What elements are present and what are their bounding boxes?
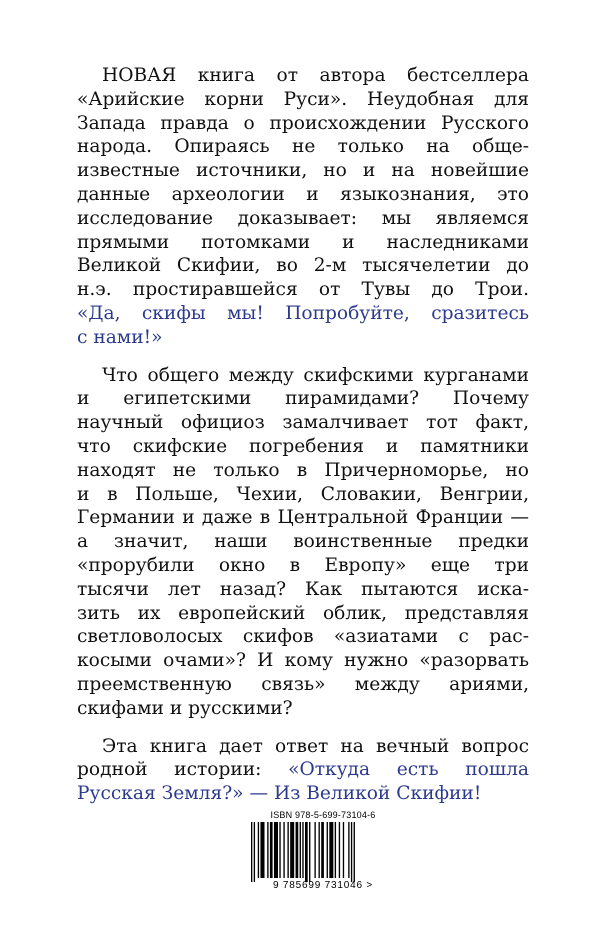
text-line: прямыми потомками и наследниками <box>77 231 529 253</box>
barcode-bar <box>251 822 252 882</box>
quote-line: с нами!» <box>77 326 163 348</box>
text-line: «Арийские корни Руси». Неудобная для <box>77 88 529 110</box>
text-line: светловолосых скифов «азиатами с рас- <box>77 626 529 648</box>
text-line: преемственную связь» между ариями, <box>77 673 529 695</box>
text-line: Запада правда о происхождении Русского <box>77 112 529 134</box>
barcode-bar <box>348 822 349 878</box>
text-line: н.э. простиравшейся от Тувы до Трои. <box>77 279 529 301</box>
barcode-bar <box>283 822 284 878</box>
barcode-bar <box>321 822 324 878</box>
text-line: находят не только в Причерноморье, но <box>77 459 529 481</box>
paragraph-1 <box>77 64 529 350</box>
barcode-bar <box>319 822 320 878</box>
barcode-bar <box>260 822 264 878</box>
text-line: известные источники, но и на новейшие <box>77 160 529 182</box>
text-line: родной истории: «Откуда есть пошла <box>77 759 530 781</box>
barcode-bar <box>335 822 336 878</box>
barcode-bar <box>309 822 310 882</box>
barcode-bar <box>254 822 255 882</box>
barcode-bar <box>351 822 352 882</box>
barcode-bar <box>354 822 355 882</box>
paragraph-3 <box>77 735 529 806</box>
text-line: и в Польше, Чехии, Словакии, Венгрии, <box>77 483 529 505</box>
paragraph-2 <box>77 364 529 721</box>
barcode-bar <box>305 822 308 882</box>
barcode-bar <box>290 822 294 878</box>
barcode-image <box>251 822 395 882</box>
text-line: а значит, наши воинственные предки <box>77 531 529 553</box>
quote-fragment: «Откуда есть пошла <box>288 759 530 781</box>
isbn-barcode <box>245 810 401 892</box>
barcode-bar <box>339 822 340 878</box>
barcode-bar <box>300 822 301 878</box>
text-line: НОВАЯ книга от автора бестселлера <box>102 65 529 86</box>
text-line: народа. Опираясь не только на обще- <box>77 136 529 158</box>
text-line: Эта книга дает ответ на вечный вопрос <box>102 735 529 757</box>
text-line: научный официоз замалчивает тот факт, <box>77 412 529 434</box>
text-line: что скифские погребения и памятники <box>77 435 529 457</box>
barcode-bar <box>267 822 268 878</box>
barcode-bar <box>327 822 328 878</box>
text-line: косыми очами»? И кому нужно «разорвать <box>77 650 529 672</box>
text-line: и египетскими пирамидами? Почему <box>77 388 529 410</box>
barcode-bar <box>343 822 344 878</box>
text-line: «прорубили окно в Европу» еще три <box>77 554 529 576</box>
text-line: скифами и русскими? <box>77 697 293 719</box>
text-line: исследование доказывает: мы являемся <box>77 207 529 229</box>
barcode-bar <box>279 822 280 878</box>
barcode-bar <box>287 822 288 878</box>
quote-line: «Да, скифы мы! Попробуйте, сразитесь <box>77 302 529 324</box>
text-line: Великой Скифии, во 2-м тысячелетии до <box>77 255 529 277</box>
barcode-bar <box>296 822 299 878</box>
text-line: Что общего между скифскими курганами <box>102 364 529 386</box>
text-line: тысячи лет назад? Как пытаются иска- <box>77 578 529 600</box>
quote-line: Русская Земля?» — Из Великой Скифии! <box>77 783 482 805</box>
barcode-bar <box>270 822 273 878</box>
barcode-bar <box>329 822 333 878</box>
text-line: Германии и даже в Центральной Франции — <box>77 507 529 529</box>
barcode-digits: 9 785699 731046 > <box>272 880 374 891</box>
text-line: данные археологии и языкознания, это <box>77 183 529 205</box>
barcode-bar <box>258 822 259 878</box>
barcode-bar <box>314 822 315 878</box>
isbn-label: ISBN 978-5-699-73104-6 <box>270 810 376 820</box>
back-cover-text <box>77 64 529 820</box>
text-line: зить их европейский облик, представляя <box>77 602 529 624</box>
barcode-bar <box>302 822 303 878</box>
barcode-bar <box>274 822 278 878</box>
